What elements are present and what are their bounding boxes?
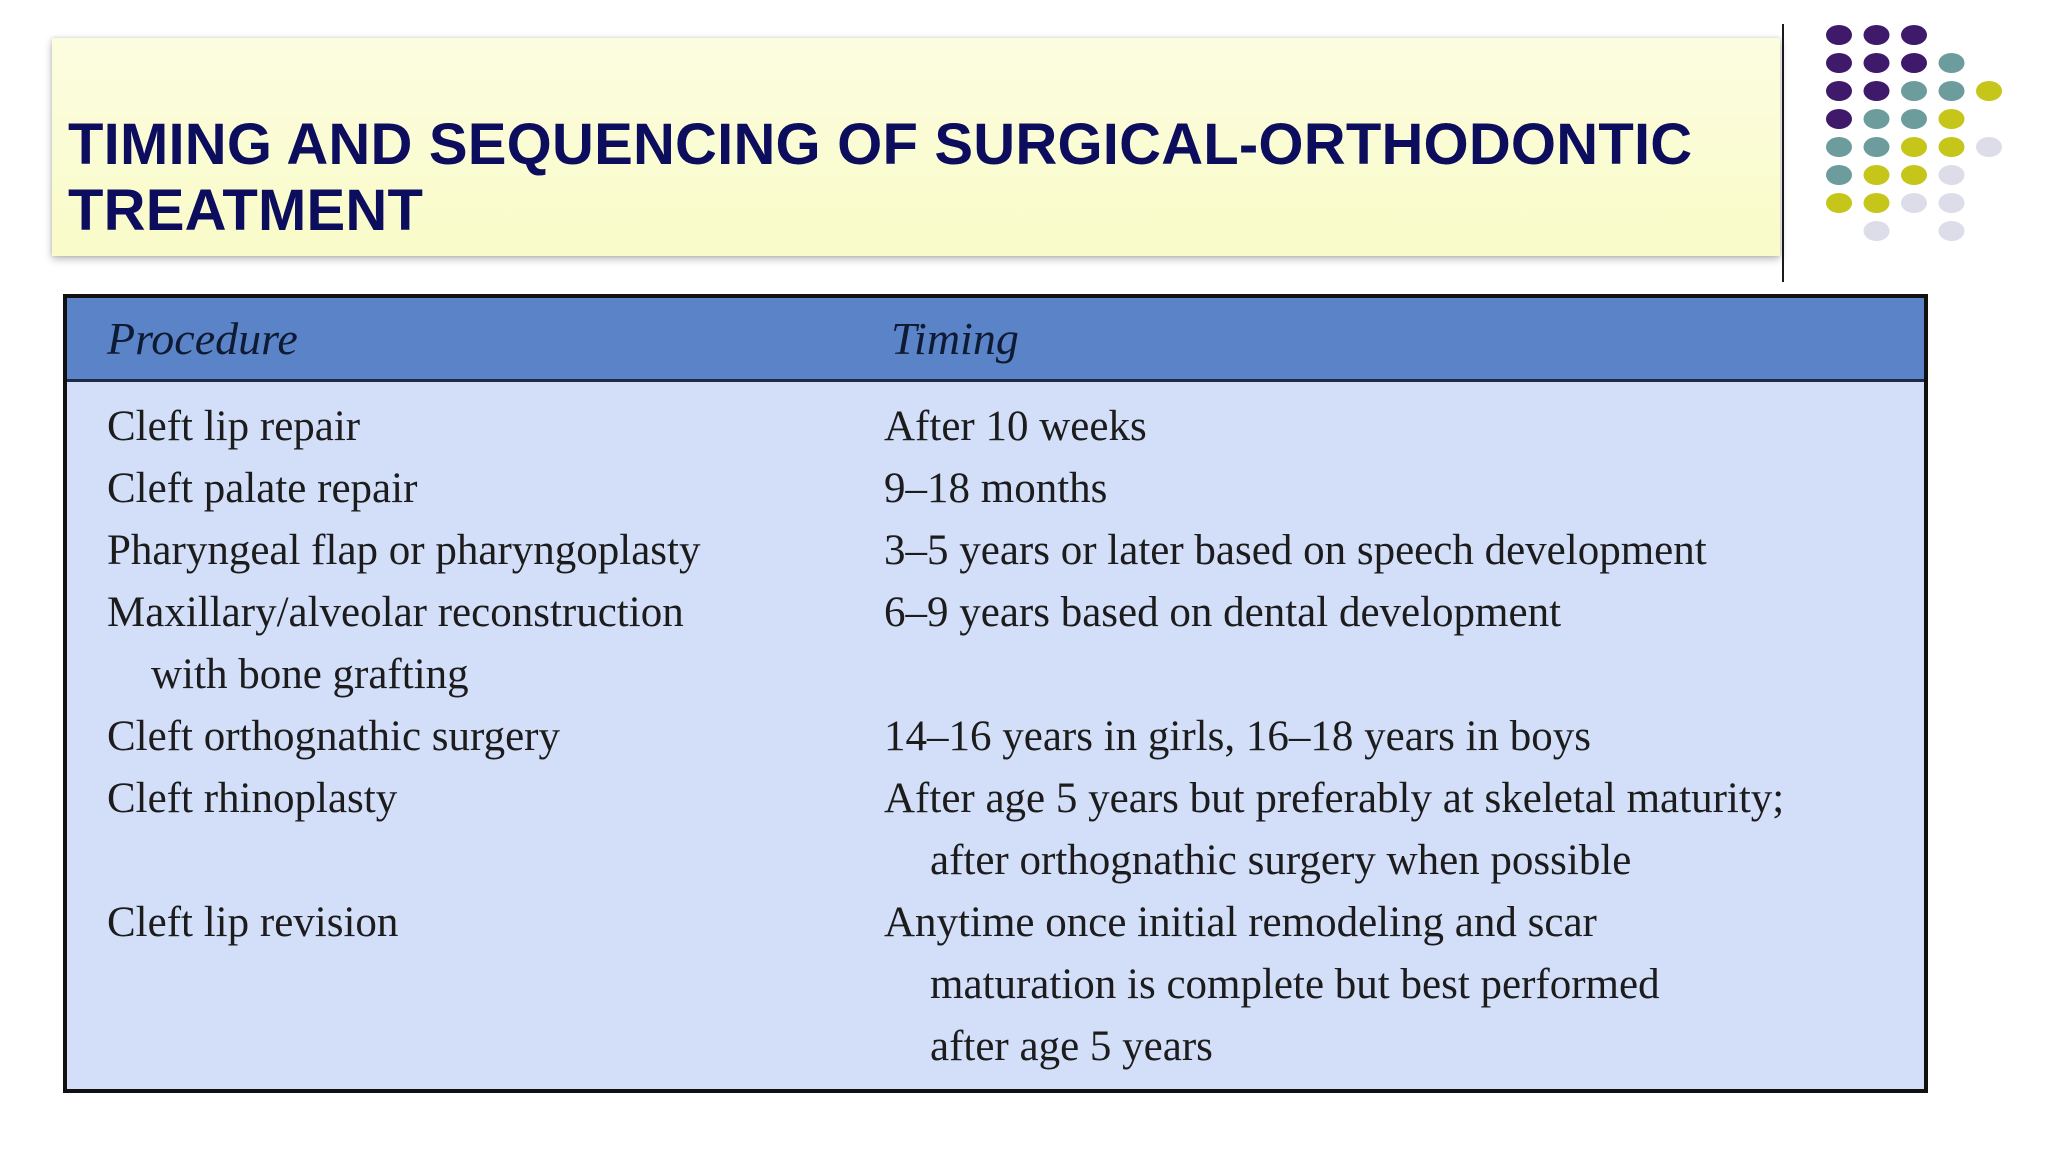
cell-line: After 10 weeks — [884, 403, 1147, 450]
decorative-dot — [1826, 109, 1852, 129]
decorative-dot — [1864, 109, 1890, 129]
title-divider — [1782, 24, 1784, 282]
cell-line: after age 5 years — [930, 1023, 1213, 1070]
decorative-dot — [1939, 193, 1965, 213]
decorative-dot — [1976, 81, 2002, 101]
decorative-dot — [1826, 193, 1852, 213]
decorative-dot — [1901, 81, 1927, 101]
row-6-procedure — [107, 768, 397, 830]
row-4-timing — [884, 582, 1561, 644]
decorative-dot — [1826, 165, 1852, 185]
cell-line: with bone grafting — [151, 651, 469, 698]
slide-title — [68, 112, 1768, 244]
decorative-dot — [1864, 193, 1890, 213]
cell-line: Maxillary/alveolar reconstruction — [107, 589, 684, 636]
decorative-dot — [1864, 81, 1890, 101]
cell-line: After age 5 years but preferably at skeletal maturity; — [884, 775, 1785, 822]
cell-line: 6–9 years based on dental development — [884, 589, 1562, 636]
cell-line: after orthognathic surgery when possible — [930, 837, 1632, 884]
decorative-dot — [1864, 25, 1890, 45]
cell-line: Pharyngeal flap or pharyngoplasty — [107, 527, 701, 574]
table-header-row — [67, 298, 1924, 382]
decorative-dot — [1826, 137, 1852, 157]
slide-title-line-2: TREATMENT — [68, 178, 424, 243]
cell-line: Cleft rhinoplasty — [107, 775, 398, 822]
decorative-dot — [1901, 25, 1927, 45]
cell-line: maturation is complete but best performed — [930, 961, 1660, 1008]
decorative-dot — [1939, 81, 1965, 101]
cell-line: 14–16 years in girls, 16–18 years in boys — [884, 713, 1592, 760]
cell-line: Cleft orthognathic surgery — [107, 713, 560, 760]
decorative-dot — [1939, 109, 1965, 129]
decorative-dot — [1901, 165, 1927, 185]
row-6-timing — [884, 768, 1784, 892]
row-7-timing — [884, 892, 1660, 1078]
decorative-dot — [1826, 25, 1852, 45]
row-5-procedure — [107, 706, 560, 768]
row-2-timing — [884, 458, 1107, 520]
cell-line: 3–5 years or later based on speech development — [884, 527, 1707, 574]
header-procedure: Procedure — [107, 313, 298, 364]
row-5-timing — [884, 706, 1591, 768]
title-banner — [52, 38, 1780, 256]
row-4-procedure — [107, 582, 684, 706]
decorative-dot — [1864, 137, 1890, 157]
header-timing: Timing — [891, 313, 1019, 364]
slide-title-line-1: TIMING AND SEQUENCING OF SURGICAL-ORTHODONTIC — [68, 112, 1693, 177]
cell-line: Cleft lip repair — [107, 403, 361, 450]
decorative-dot — [1826, 81, 1852, 101]
decorative-dot — [1939, 165, 1965, 185]
row-2-procedure — [107, 458, 417, 520]
decorative-dot — [1939, 53, 1965, 73]
row-3-timing — [884, 520, 1707, 582]
decorative-dot — [1826, 53, 1852, 73]
decorative-dot — [1901, 109, 1927, 129]
cell-line: 9–18 months — [884, 465, 1108, 512]
row-1-procedure — [107, 396, 360, 458]
decorative-dot — [1864, 53, 1890, 73]
row-3-procedure — [107, 520, 700, 582]
decorative-dot — [1939, 221, 1965, 241]
decorative-dot — [1864, 165, 1890, 185]
timing-table — [63, 294, 1928, 1093]
decorative-dot — [1976, 137, 2002, 157]
cell-line: Anytime once initial remodeling and scar — [884, 899, 1597, 946]
decorative-dot — [1901, 53, 1927, 73]
decorative-dot — [1901, 137, 1927, 157]
row-7-procedure — [107, 892, 398, 954]
cell-line: Cleft palate repair — [107, 465, 418, 512]
row-1-timing — [884, 396, 1147, 458]
decorative-dot — [1939, 137, 1965, 157]
cell-line: Cleft lip revision — [107, 899, 399, 946]
decorative-dot — [1901, 193, 1927, 213]
decorative-dot — [1864, 221, 1890, 241]
